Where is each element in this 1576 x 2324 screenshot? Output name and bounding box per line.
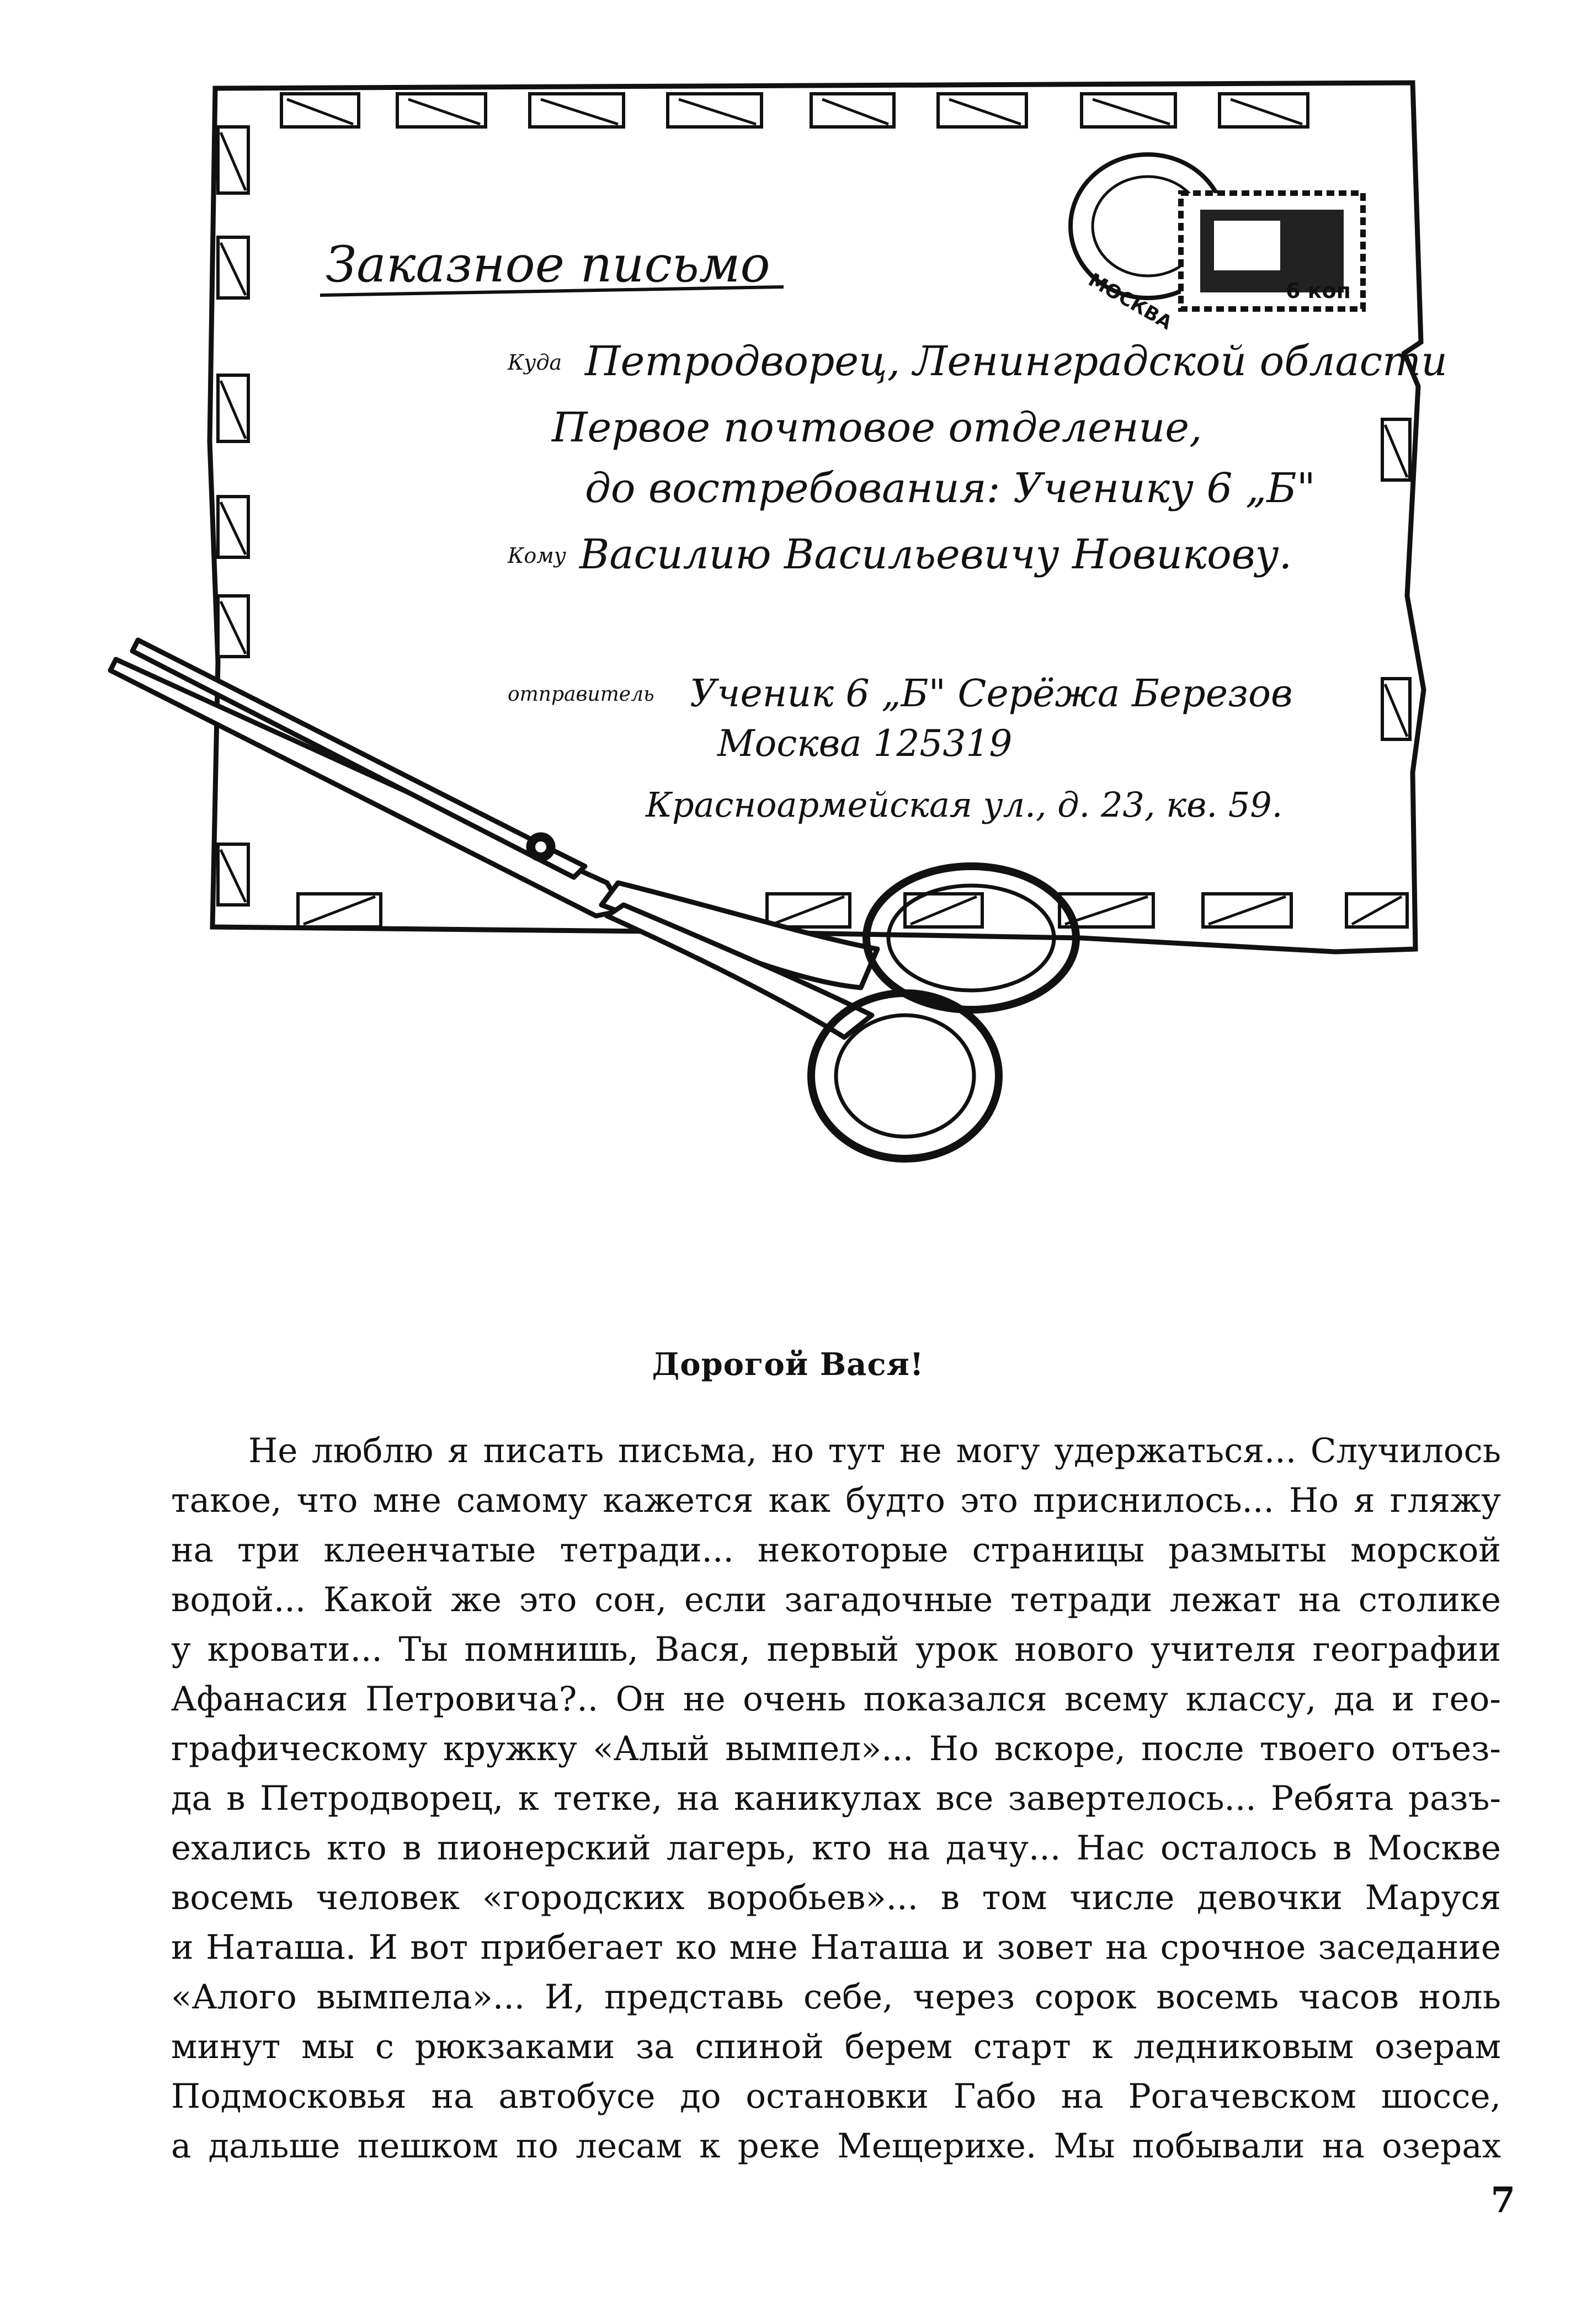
address-line-3: до востребования: Ученику 6 „Б" xyxy=(585,465,1316,512)
letter-line: на три клеенчатые тетради... некоторые страницы размыты морской xyxy=(171,1531,1501,1570)
letter-line: восемь человек «городских воробьев»... в том числе девочки Маруся xyxy=(171,1878,1501,1917)
letter-line: графическому кружку «Алый вымпел»... Но вскоре, после твоего отъез- xyxy=(171,1729,1501,1768)
letter-line: а дальше пешком по лесам к реке Мещерихе. Мы побывали на озерах xyxy=(171,2126,1501,2166)
letter-body xyxy=(171,1426,1501,2171)
page-number: 7 xyxy=(1490,2179,1515,2221)
envelope xyxy=(210,83,1447,952)
stamp-denomination: 6 коп xyxy=(1286,279,1351,303)
postage-stamp xyxy=(1181,193,1363,309)
registered-letter-label: Заказное письмо xyxy=(326,236,770,294)
sender-line-1: Ученик 6 „Б" Серёжа Березов xyxy=(690,672,1293,716)
sender-line-3: Красноармейская ул., д. 23, кв. 59. xyxy=(646,785,1283,825)
letter-line: минут мы с рюкзаками за спиной берем старт к ледниковым озерам xyxy=(171,2027,1501,2066)
letter-line: Афанасия Петровича?.. Он не очень показался всему классу, да и гео- xyxy=(171,1680,1501,1719)
letter-greeting: Дорогой Вася! xyxy=(652,1346,924,1383)
sender-line-2: Москва 125319 xyxy=(717,722,1013,765)
to-whom-label: Кому xyxy=(508,543,566,568)
letter-line: Подмосковья на автобусе до остановки Габо на Рогачевском шоссе, xyxy=(171,2077,1501,2116)
letter-line: ехались кто в пионерский лагерь, кто на дачу... Нас осталось в Москве xyxy=(171,1829,1501,1868)
address-line-2: Первое почтовое отделение, xyxy=(552,404,1202,451)
letter-line: такое, что мне самому кажется как будто это приснилось... Но я гляжу xyxy=(171,1481,1501,1520)
address-line-1: Петродворец, Ленинградской области xyxy=(585,338,1447,385)
letter-line: да в Петродворец, к тетке, на каникулах все завертелось... Ребята разъ- xyxy=(171,1779,1501,1818)
letter-line: «Алого вымпела»... И, представь себе, через сорок восемь часов ноль xyxy=(171,1977,1501,2017)
letter-line: Не люблю я писать письма, но тут не могу удержаться... Случилось xyxy=(248,1431,1501,1470)
letter-line: и Наташа. И вот прибегает ко мне Наташа и зовет на срочное заседание xyxy=(171,1928,1501,1967)
postmark-text: МОСКВА xyxy=(1084,269,1176,334)
sender-label: отправитель xyxy=(508,683,654,706)
address-line-4: Василию Васильевичу Новикову. xyxy=(579,531,1292,578)
letter-line: у кровати... Ты помнишь, Вася, первый урок нового учителя географии xyxy=(171,1630,1501,1669)
letter-line: водой... Какой же это сон, если загадочные тетради лежат на столике xyxy=(171,1580,1501,1619)
to-label: Куда xyxy=(508,350,562,375)
